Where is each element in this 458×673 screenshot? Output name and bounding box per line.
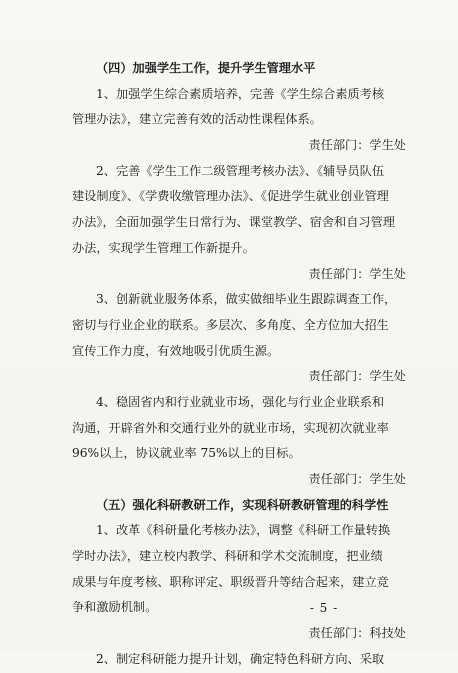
paragraph-line: 2、制定科研能力提升计划，确定特色科研方向、采取	[96, 651, 385, 666]
paragraph-line: 1、加强学生综合素质培养，完善《学生综合素质考核	[96, 86, 385, 101]
paragraph-line: 学时办法》，建立校内教学、科研和学术交流制度，把业绩	[72, 549, 383, 564]
responsible-department: 责任部门：学生处	[308, 266, 406, 281]
responsible-department: 责任部门：学生处	[308, 138, 406, 153]
paragraph-line: 96%以上，协议就业率 75%以上的目标。	[72, 446, 301, 461]
paragraph-line: 1、改革《科研量化考核办法》，调整《科研工作量转换	[96, 523, 391, 538]
paragraph-line: 密切与行业企业的联系。多层次、多角度、全方位加大招生	[72, 317, 389, 332]
responsible-department: 责任部门：科技处	[308, 626, 406, 641]
responsible-department: 责任部门：学生处	[308, 472, 406, 486]
paragraph-line: 2、完善《学生工作二级管理考核办法》、《辅导员队伍	[96, 163, 385, 178]
paragraph-line: 建设制度》、《学费收缴管理办法》、《促进学生就业创业管理	[72, 189, 389, 204]
paragraph-line: 3、创新就业服务体系，做实做细毕业生跟踪调查工作，	[96, 292, 397, 307]
paragraph-line: 成果与年度考核、职称评定、职级晋升等结合起来，建立竞	[72, 574, 389, 589]
paragraph-line: 宣传工作力度，有效地吸引优质生源。	[72, 343, 280, 358]
paragraph-line: 办法，实现学生管理工作新提升。	[72, 240, 255, 255]
paragraph-line: 争和激励机制。	[72, 600, 158, 615]
paragraph-line: 办法》，全面加强学生日常行为、课堂教学、宿舍和自习管理	[72, 215, 395, 230]
document-body	[72, 56, 410, 673]
paragraph-line: 管理办法》，建立完善有效的活动性课程体系。	[72, 112, 322, 127]
section-heading: （四）加强学生工作，提升学生管理水平	[96, 61, 316, 75]
paragraph-line: 沟通，开辟省外和交通行业外的就业市场，实现初次就业率	[72, 420, 389, 435]
responsible-department: 责任部门：学生处	[308, 369, 406, 384]
page-number: - 5 -	[309, 601, 339, 615]
paragraph-line: 4、稳固省内和行业就业市场，强化与行业企业联系和	[96, 394, 385, 409]
section-heading: （五）强化科研教研工作，实现科研教研管理的科学性	[96, 497, 389, 512]
